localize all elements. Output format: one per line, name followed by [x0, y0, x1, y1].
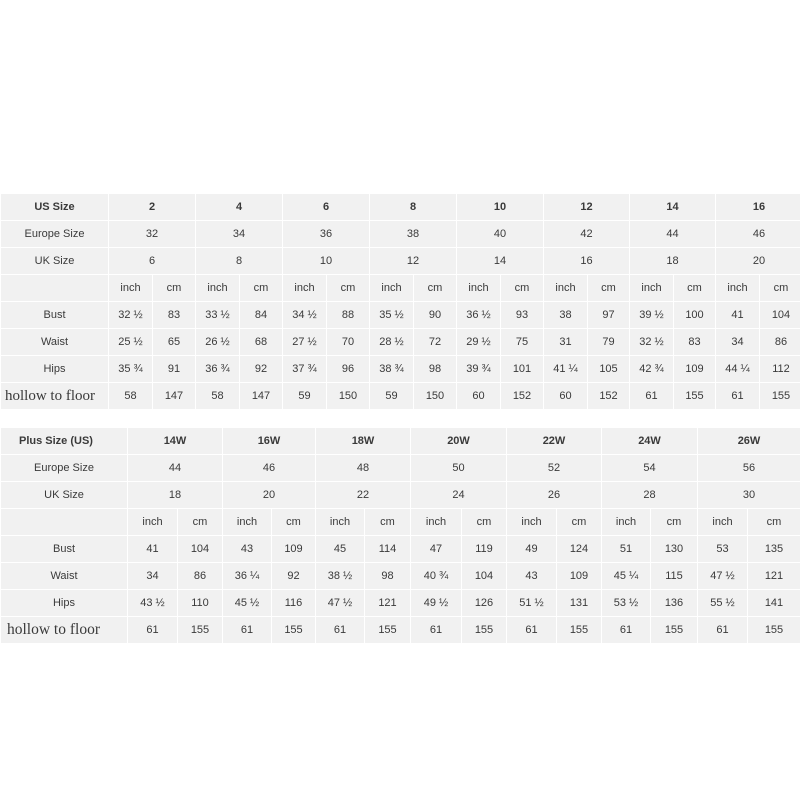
hollow-to-floor-label: hollow to floor [1, 383, 109, 410]
europe-size-cell: 44 [128, 455, 223, 482]
measure-cell: 155 [557, 617, 602, 644]
measure-cell: 93 [501, 302, 544, 329]
us-size-10: 10 [457, 194, 544, 221]
measure-cell: 155 [272, 617, 316, 644]
measure-cell: 97 [588, 302, 630, 329]
unit-row-blank [1, 509, 128, 536]
measure-cell: 38 [544, 302, 588, 329]
measure-cell: 32 ½ [109, 302, 153, 329]
plus-europe-size-label: Europe Size [1, 455, 128, 482]
measure-cell: 91 [153, 356, 196, 383]
unit-cm: cm [651, 509, 698, 536]
measure-cell: 92 [272, 563, 316, 590]
plus-size-20w: 20W [411, 428, 507, 455]
measure-cell: 65 [153, 329, 196, 356]
europe-size-cell: 32 [109, 221, 196, 248]
europe-size-row [1, 221, 800, 248]
measure-cell: 35 ¾ [109, 356, 153, 383]
measure-cell: 43 ½ [128, 590, 178, 617]
measure-cell: 147 [240, 383, 283, 410]
uk-size-cell: 18 [630, 248, 716, 275]
plus-hips-row [1, 590, 800, 617]
us-size-16: 16 [716, 194, 800, 221]
measure-cell: 61 [411, 617, 462, 644]
unit-cm: cm [240, 275, 283, 302]
measure-cell: 41 ¼ [544, 356, 588, 383]
uk-size-cell: 22 [316, 482, 411, 509]
us-size-4: 4 [196, 194, 283, 221]
unit-cm: cm [272, 509, 316, 536]
plus-size-26w: 26W [698, 428, 800, 455]
measure-cell: 86 [178, 563, 223, 590]
measure-cell: 152 [588, 383, 630, 410]
unit-cm: cm [588, 275, 630, 302]
unit-cm: cm [674, 275, 716, 302]
measure-cell: 36 ¾ [196, 356, 240, 383]
europe-size-label: Europe Size [1, 221, 109, 248]
plus-size-18w: 18W [316, 428, 411, 455]
unit-inch: inch [698, 509, 748, 536]
plus-size-label: Plus Size (US) [1, 428, 128, 455]
measure-cell: 70 [327, 329, 370, 356]
measure-cell: 75 [501, 329, 544, 356]
measure-cell: 115 [651, 563, 698, 590]
unit-cm: cm [557, 509, 602, 536]
us-size-6: 6 [283, 194, 370, 221]
measure-cell: 61 [128, 617, 178, 644]
measure-cell: 68 [240, 329, 283, 356]
measure-cell: 104 [760, 302, 800, 329]
unit-cm: cm [748, 509, 800, 536]
us-size-14: 14 [630, 194, 716, 221]
us-size-label: US Size [1, 194, 109, 221]
unit-inch: inch [283, 275, 327, 302]
measure-cell: 43 [507, 563, 557, 590]
measure-cell: 40 ¾ [411, 563, 462, 590]
unit-inch: inch [196, 275, 240, 302]
measure-cell: 25 ½ [109, 329, 153, 356]
uk-size-cell: 10 [283, 248, 370, 275]
plus-size-22w: 22W [507, 428, 602, 455]
measure-cell: 98 [365, 563, 411, 590]
plus-size-row [1, 428, 800, 455]
uk-size-row [1, 248, 800, 275]
measure-cell: 150 [414, 383, 457, 410]
measure-cell: 36 ½ [457, 302, 501, 329]
hollow-to-floor-label: hollow to floor [1, 617, 128, 644]
unit-row-blank [1, 275, 109, 302]
europe-size-cell: 50 [411, 455, 507, 482]
measure-cell: 86 [760, 329, 800, 356]
measure-cell: 41 [716, 302, 760, 329]
unit-inch: inch [630, 275, 674, 302]
plus-size-16w: 16W [223, 428, 316, 455]
measure-cell: 155 [748, 617, 800, 644]
measure-cell: 155 [178, 617, 223, 644]
measure-cell: 121 [365, 590, 411, 617]
europe-size-cell: 54 [602, 455, 698, 482]
measure-cell: 29 ½ [457, 329, 501, 356]
measure-cell: 79 [588, 329, 630, 356]
measure-cell: 44 ¼ [716, 356, 760, 383]
measure-cell: 32 ½ [630, 329, 674, 356]
europe-size-cell: 42 [544, 221, 630, 248]
unit-inch: inch [716, 275, 760, 302]
measure-cell: 114 [365, 536, 411, 563]
measure-cell: 119 [462, 536, 507, 563]
unit-inch: inch [109, 275, 153, 302]
measure-cell: 90 [414, 302, 457, 329]
unit-cm: cm [327, 275, 370, 302]
bust-label: Bust [1, 302, 109, 329]
measure-cell: 155 [760, 383, 800, 410]
measure-cell: 27 ½ [283, 329, 327, 356]
measure-cell: 155 [651, 617, 698, 644]
measure-cell: 53 ½ [602, 590, 651, 617]
unit-cm: cm [501, 275, 544, 302]
uk-size-cell: 30 [698, 482, 800, 509]
measure-cell: 36 ¼ [223, 563, 272, 590]
measure-cell: 126 [462, 590, 507, 617]
measure-cell: 49 [507, 536, 557, 563]
measure-cell: 26 ½ [196, 329, 240, 356]
measure-cell: 45 ¼ [602, 563, 651, 590]
measure-cell: 152 [501, 383, 544, 410]
europe-size-cell: 56 [698, 455, 800, 482]
unit-cm: cm [365, 509, 411, 536]
measure-cell: 61 [630, 383, 674, 410]
measure-cell: 84 [240, 302, 283, 329]
measure-cell: 112 [760, 356, 800, 383]
measure-cell: 136 [651, 590, 698, 617]
waist-label: Waist [1, 563, 128, 590]
measure-cell: 155 [674, 383, 716, 410]
measure-cell: 35 ½ [370, 302, 414, 329]
measure-cell: 59 [283, 383, 327, 410]
unit-inch: inch [602, 509, 651, 536]
us-size-row [1, 194, 800, 221]
measure-cell: 34 [716, 329, 760, 356]
waist-label: Waist [1, 329, 109, 356]
us-size-12: 12 [544, 194, 630, 221]
measure-cell: 121 [748, 563, 800, 590]
measure-cell: 33 ½ [196, 302, 240, 329]
measure-cell: 51 [602, 536, 651, 563]
measure-cell: 104 [462, 563, 507, 590]
plus-size-24w: 24W [602, 428, 698, 455]
measure-cell: 37 ¾ [283, 356, 327, 383]
measure-cell: 147 [153, 383, 196, 410]
measure-cell: 150 [327, 383, 370, 410]
unit-inch: inch [316, 509, 365, 536]
measure-cell: 45 [316, 536, 365, 563]
uk-size-cell: 8 [196, 248, 283, 275]
measure-cell: 60 [544, 383, 588, 410]
measure-cell: 43 [223, 536, 272, 563]
uk-size-cell: 6 [109, 248, 196, 275]
unit-cm: cm [414, 275, 457, 302]
unit-inch: inch [128, 509, 178, 536]
measure-cell: 51 ½ [507, 590, 557, 617]
uk-size-cell: 28 [602, 482, 698, 509]
uk-size-cell: 14 [457, 248, 544, 275]
unit-cm: cm [153, 275, 196, 302]
measure-cell: 124 [557, 536, 602, 563]
uk-size-cell: 26 [507, 482, 602, 509]
measure-cell: 104 [178, 536, 223, 563]
europe-size-cell: 40 [457, 221, 544, 248]
measure-cell: 41 [128, 536, 178, 563]
measure-cell: 38 ¾ [370, 356, 414, 383]
uk-size-cell: 20 [223, 482, 316, 509]
hollow-to-floor-row [1, 383, 800, 410]
measure-cell: 31 [544, 329, 588, 356]
unit-cm: cm [462, 509, 507, 536]
plus-bust-row [1, 536, 800, 563]
measure-cell: 96 [327, 356, 370, 383]
measure-cell: 34 ½ [283, 302, 327, 329]
unit-inch: inch [544, 275, 588, 302]
measure-cell: 116 [272, 590, 316, 617]
measure-cell: 61 [223, 617, 272, 644]
measure-cell: 45 ½ [223, 590, 272, 617]
measure-cell: 47 ½ [316, 590, 365, 617]
measure-cell: 141 [748, 590, 800, 617]
measure-cell: 39 ¾ [457, 356, 501, 383]
measure-cell: 61 [698, 617, 748, 644]
unit-cm: cm [760, 275, 800, 302]
hips-label: Hips [1, 356, 109, 383]
europe-size-cell: 44 [630, 221, 716, 248]
plus-waist-row [1, 563, 800, 590]
measure-cell: 53 [698, 536, 748, 563]
measure-cell: 55 ½ [698, 590, 748, 617]
europe-size-cell: 52 [507, 455, 602, 482]
europe-size-cell: 46 [223, 455, 316, 482]
us-size-table [0, 193, 800, 410]
measure-cell: 130 [651, 536, 698, 563]
measure-cell: 72 [414, 329, 457, 356]
unit-inch: inch [457, 275, 501, 302]
measure-cell: 105 [588, 356, 630, 383]
measure-cell: 155 [462, 617, 507, 644]
unit-cm: cm [178, 509, 223, 536]
measure-cell: 28 ½ [370, 329, 414, 356]
europe-size-cell: 34 [196, 221, 283, 248]
measure-cell: 59 [370, 383, 414, 410]
measure-cell: 47 ½ [698, 563, 748, 590]
unit-inch: inch [507, 509, 557, 536]
measure-cell: 109 [557, 563, 602, 590]
waist-row [1, 329, 800, 356]
us-size-2: 2 [109, 194, 196, 221]
uk-size-label: UK Size [1, 248, 109, 275]
unit-row [1, 275, 800, 302]
unit-inch: inch [411, 509, 462, 536]
hips-label: Hips [1, 590, 128, 617]
measure-cell: 61 [316, 617, 365, 644]
europe-size-cell: 46 [716, 221, 800, 248]
measure-cell: 60 [457, 383, 501, 410]
measure-cell: 100 [674, 302, 716, 329]
measure-cell: 101 [501, 356, 544, 383]
measure-cell: 38 ½ [316, 563, 365, 590]
uk-size-cell: 24 [411, 482, 507, 509]
plus-size-14w: 14W [128, 428, 223, 455]
measure-cell: 109 [272, 536, 316, 563]
europe-size-cell: 38 [370, 221, 457, 248]
measure-cell: 135 [748, 536, 800, 563]
measure-cell: 83 [674, 329, 716, 356]
plus-uk-size-row [1, 482, 800, 509]
bust-row [1, 302, 800, 329]
measure-cell: 61 [507, 617, 557, 644]
uk-size-cell: 16 [544, 248, 630, 275]
uk-size-cell: 20 [716, 248, 800, 275]
measure-cell: 47 [411, 536, 462, 563]
europe-size-cell: 36 [283, 221, 370, 248]
measure-cell: 49 ½ [411, 590, 462, 617]
measure-cell: 58 [196, 383, 240, 410]
hips-row [1, 356, 800, 383]
table-divider [0, 410, 800, 427]
measure-cell: 34 [128, 563, 178, 590]
measure-cell: 109 [674, 356, 716, 383]
bust-label: Bust [1, 536, 128, 563]
measure-cell: 58 [109, 383, 153, 410]
uk-size-cell: 18 [128, 482, 223, 509]
plus-europe-size-row [1, 455, 800, 482]
us-size-8: 8 [370, 194, 457, 221]
measure-cell: 61 [716, 383, 760, 410]
europe-size-cell: 48 [316, 455, 411, 482]
measure-cell: 131 [557, 590, 602, 617]
plus-uk-size-label: UK Size [1, 482, 128, 509]
measure-cell: 39 ½ [630, 302, 674, 329]
measure-cell: 92 [240, 356, 283, 383]
unit-inch: inch [370, 275, 414, 302]
measure-cell: 155 [365, 617, 411, 644]
measure-cell: 110 [178, 590, 223, 617]
unit-inch: inch [223, 509, 272, 536]
measure-cell: 98 [414, 356, 457, 383]
measure-cell: 42 ¾ [630, 356, 674, 383]
plus-hollow-to-floor-row [1, 617, 800, 644]
uk-size-cell: 12 [370, 248, 457, 275]
measure-cell: 61 [602, 617, 651, 644]
plus-unit-row [1, 509, 800, 536]
plus-size-table [0, 427, 800, 644]
measure-cell: 83 [153, 302, 196, 329]
measure-cell: 88 [327, 302, 370, 329]
